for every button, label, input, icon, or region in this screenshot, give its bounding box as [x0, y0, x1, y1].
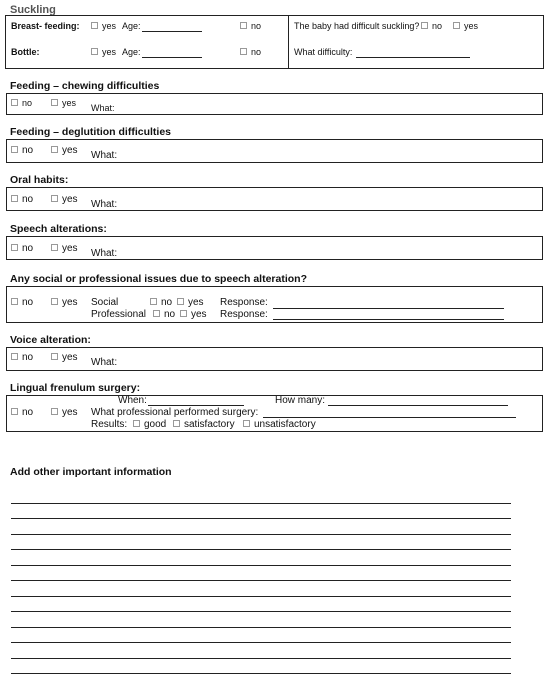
frenulum-when-field[interactable]: [148, 405, 244, 406]
notes-line[interactable]: [11, 518, 511, 519]
frenulum-result-good-option[interactable]: [133, 419, 166, 430]
checkbox[interactable]: [11, 298, 18, 305]
option-label: yes: [62, 352, 78, 363]
breastfeeding-yes-option[interactable]: [91, 21, 116, 31]
voice-yes-option[interactable]: [51, 352, 78, 363]
checkbox[interactable]: [453, 22, 460, 29]
speech-what-label: What:: [91, 248, 118, 259]
social-yes-option[interactable]: [177, 297, 204, 308]
option-label: no: [22, 98, 33, 108]
checkbox[interactable]: [51, 99, 58, 106]
option-label: no: [22, 352, 34, 363]
frenulum-no-option[interactable]: [11, 407, 33, 418]
notes-line[interactable]: [11, 611, 511, 612]
chewing-yes-option[interactable]: [51, 98, 76, 108]
checkbox[interactable]: [11, 195, 18, 202]
social-response-label: Response:: [220, 297, 268, 308]
chewing-no-option[interactable]: [11, 98, 32, 108]
notes-line[interactable]: [11, 565, 511, 566]
checkbox[interactable]: [177, 298, 184, 305]
speech-no-option[interactable]: [11, 243, 33, 254]
notes-line[interactable]: [11, 503, 511, 504]
voice-title: Voice alteration:: [10, 334, 91, 346]
bottle-yes-option[interactable]: [91, 47, 116, 57]
option-label: no: [164, 309, 176, 320]
option-label: unsatisfactory: [254, 419, 316, 430]
speech-yes-option[interactable]: [51, 243, 78, 254]
option-label: no: [22, 194, 34, 205]
social-issues-no-option[interactable]: [11, 297, 33, 308]
deglutition-what-label: What:: [91, 150, 118, 161]
notes-line[interactable]: [11, 534, 511, 535]
frenulum-how-many-field[interactable]: [328, 405, 508, 406]
option-label: no: [251, 47, 262, 57]
notes-line[interactable]: [11, 658, 511, 659]
notes-line[interactable]: [11, 627, 511, 628]
checkbox[interactable]: [51, 353, 58, 360]
option-label: no: [251, 21, 262, 31]
checkbox[interactable]: [150, 298, 157, 305]
option-label: yes: [62, 98, 77, 108]
checkbox[interactable]: [173, 420, 180, 427]
frenulum-title: Lingual frenulum surgery:: [10, 382, 141, 394]
checkbox[interactable]: [421, 22, 428, 29]
checkbox[interactable]: [243, 420, 250, 427]
notes-line[interactable]: [11, 580, 511, 581]
frenulum-result-satisfactory-option[interactable]: [173, 419, 235, 430]
option-label: yes: [62, 407, 78, 418]
voice-what-label: What:: [91, 357, 118, 368]
professional-response-label: Response:: [220, 309, 268, 320]
difficult-suckling-no-option[interactable]: [421, 21, 442, 31]
checkbox[interactable]: [11, 353, 18, 360]
bottle-label: Bottle:: [11, 47, 40, 57]
checkbox[interactable]: [11, 408, 18, 415]
checkbox[interactable]: [240, 22, 247, 29]
checkbox[interactable]: [11, 244, 18, 251]
breastfeeding-label: Breast- feeding:: [11, 21, 80, 31]
option-label: yes: [62, 297, 78, 308]
suckling-divider: [288, 15, 289, 69]
option-label: yes: [62, 145, 78, 156]
option-label: good: [144, 419, 167, 430]
frenulum-when-label: When:: [118, 395, 147, 406]
checkbox[interactable]: [51, 195, 58, 202]
frenulum-results-label: Results:: [91, 419, 128, 430]
checkbox[interactable]: [51, 146, 58, 153]
oral-habits-what-label: What:: [91, 199, 118, 210]
professional-yes-option[interactable]: [180, 309, 207, 320]
social-issues-yes-option[interactable]: [51, 297, 78, 308]
checkbox[interactable]: [133, 420, 140, 427]
notes-line[interactable]: [11, 673, 511, 674]
deglutition-yes-option[interactable]: [51, 145, 78, 156]
option-label: satisfactory: [184, 419, 235, 430]
checkbox[interactable]: [180, 310, 187, 317]
what-difficulty-label: What difficulty:: [294, 47, 353, 57]
speech-title: Speech alterations:: [10, 223, 107, 235]
checkbox[interactable]: [51, 298, 58, 305]
social-issues-title: Any social or professional issues due to speech alteration?: [10, 273, 307, 285]
deglutition-box: [6, 139, 543, 163]
option-label: yes: [62, 243, 78, 254]
deglutition-no-option[interactable]: [11, 145, 33, 156]
frenulum-yes-option[interactable]: [51, 407, 78, 418]
speech-box: [6, 236, 543, 260]
notes-line[interactable]: [11, 642, 511, 643]
checkbox[interactable]: [153, 310, 160, 317]
option-label: no: [22, 297, 34, 308]
deglutition-title: Feeding – deglutition difficulties: [10, 126, 172, 138]
frenulum-result-unsatisfactory-option[interactable]: [243, 419, 316, 430]
professional-no-option[interactable]: [153, 309, 175, 320]
frenulum-professional-label: What professional performed surgery:: [91, 407, 259, 418]
frenulum-professional-field[interactable]: [263, 417, 516, 418]
option-label: yes: [62, 194, 78, 205]
what-difficulty-field[interactable]: [356, 57, 470, 58]
notes-line[interactable]: [11, 596, 511, 597]
chewing-what-label: What:: [91, 103, 115, 113]
difficult-suckling-yes-option[interactable]: [453, 21, 478, 31]
breastfeeding-age-field[interactable]: [142, 31, 202, 32]
bottle-age-field[interactable]: [142, 57, 202, 58]
oral-habits-no-option[interactable]: [11, 194, 33, 205]
social-label: Social: [91, 297, 119, 308]
professional-label: Professional: [91, 309, 147, 320]
oral-habits-yes-option[interactable]: [51, 194, 78, 205]
checkbox[interactable]: [51, 244, 58, 251]
checkbox[interactable]: [91, 48, 98, 55]
checkbox[interactable]: [11, 146, 18, 153]
bottle-age-label: Age:: [122, 47, 141, 57]
breastfeeding-no-option[interactable]: [240, 21, 261, 31]
bottle-no-option[interactable]: [240, 47, 261, 57]
checkbox[interactable]: [91, 22, 98, 29]
option-label: yes: [188, 297, 204, 308]
checkbox[interactable]: [240, 48, 247, 55]
suckling-title: Suckling: [10, 4, 56, 16]
option-label: no: [432, 21, 443, 31]
option-label: no: [22, 145, 34, 156]
option-label: yes: [464, 21, 479, 31]
voice-no-option[interactable]: [11, 352, 33, 363]
option-label: yes: [102, 47, 117, 57]
option-label: no: [161, 297, 173, 308]
social-issues-box: [6, 286, 543, 323]
checkbox[interactable]: [51, 408, 58, 415]
social-response-field[interactable]: [273, 308, 504, 309]
option-label: yes: [102, 21, 117, 31]
chewing-box: [6, 93, 543, 115]
breastfeeding-age-label: Age:: [122, 21, 141, 31]
frenulum-how-many-label: How many:: [275, 395, 326, 406]
social-no-option[interactable]: [150, 297, 172, 308]
professional-response-field[interactable]: [273, 319, 504, 320]
oral-habits-title: Oral habits:: [10, 174, 69, 186]
option-label: yes: [191, 309, 207, 320]
notes-title: Add other important information: [10, 466, 172, 478]
notes-line[interactable]: [11, 549, 511, 550]
option-label: no: [22, 407, 34, 418]
option-label: no: [22, 243, 34, 254]
chewing-title: Feeding – chewing difficulties: [10, 80, 160, 92]
difficult-suckling-question: The baby had difficult suckling?: [294, 21, 420, 31]
voice-box: [6, 347, 543, 371]
checkbox[interactable]: [11, 99, 18, 106]
oral-habits-box: [6, 187, 543, 211]
